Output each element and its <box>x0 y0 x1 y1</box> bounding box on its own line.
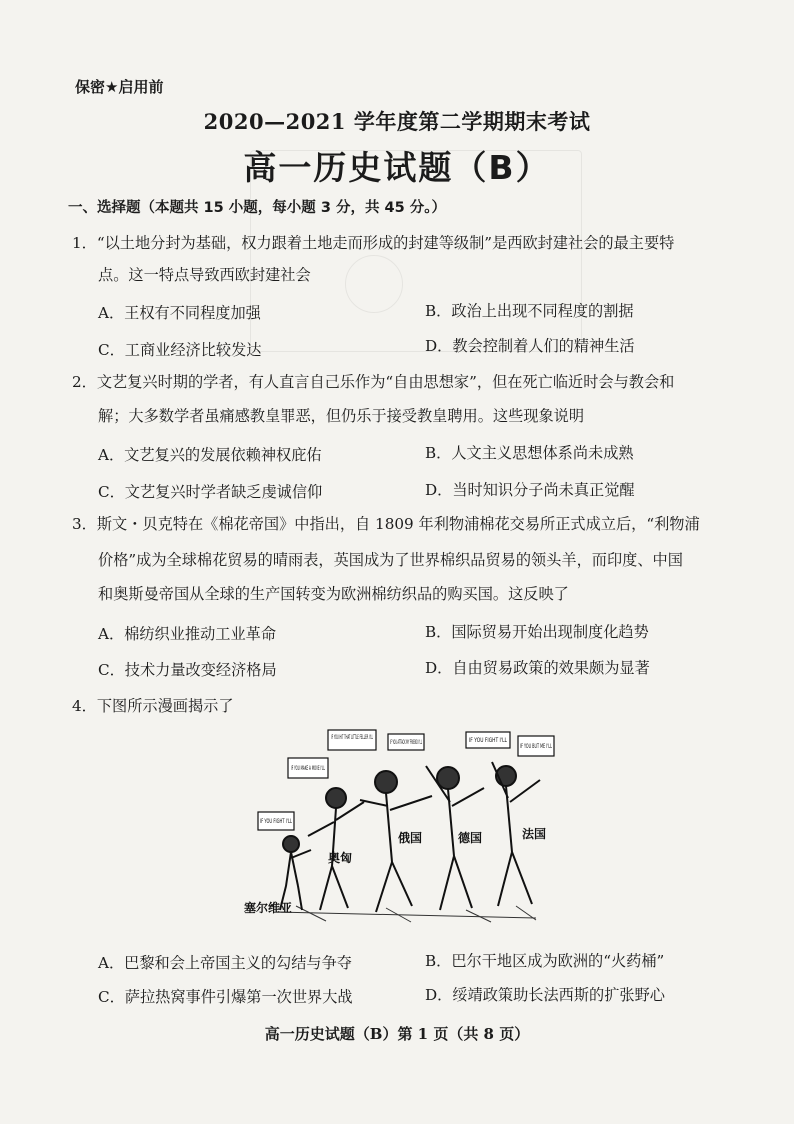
bubble-text-2: IF YOU ATTACK MY FRIEND I'LL <box>390 739 423 746</box>
q2-option-a: A．文艺复兴的发展依赖神权庇佑 <box>98 446 322 464</box>
q3-line-2: 价格”成为全球棉花贸易的晴雨表，英国成为了世界棉织品贸易的领头羊，而印度、中国 <box>98 551 683 569</box>
exam-year-title: 2020—2021 学年度第二学期期末考试 <box>203 109 591 134</box>
label-germany: 德国 <box>458 831 483 845</box>
q2-option-b: B．人文主义思想体系尚未成熟 <box>425 444 634 462</box>
q1-option-d: D．教会控制着人们的精神生活 <box>425 337 635 355</box>
q3-option-a: A．棉纺织业推动工业革命 <box>98 625 277 643</box>
q1-option-c: C．工商业经济比较发达 <box>98 341 262 359</box>
label-serbia: 塞尔维亚 <box>244 901 293 915</box>
q1-option-b: B．政治上出现不同程度的割据 <box>425 302 634 320</box>
q3-line-1: 3．斯文・贝克特在《棉花帝国》中指出，自 1809 年利物浦棉花交易所正式成立后，“利物浦 <box>72 515 700 533</box>
bubble-text-5: IF YOU BUT ME I'LL <box>520 743 553 750</box>
q2-line-1: 2．文艺复兴时期的学者，有人直言自己乐作为“自由思想家”，但在死亡临近时会与教会和 <box>72 373 675 391</box>
section-heading: 一、选择题（本题共 15 小题，每小题 3 分，共 45 分。） <box>68 200 446 216</box>
q3-option-d: D．自由贸易政策的效果颇为显著 <box>425 659 650 677</box>
label-russia: 俄国 <box>398 831 423 845</box>
political-cartoon <box>236 726 566 926</box>
bubble-text-3: IF YOU FIGHT I'LL <box>469 737 508 744</box>
q4-option-a: A．巴黎和会上帝国主义的勾结与争夺 <box>98 954 352 972</box>
bubble-text-1: IF YOU HIT THAT LITTLE FELLER I'LL <box>331 734 374 741</box>
q2-line-2: 解；大多数学者虽痛感教皇罪恶，但仍乐于接受教皇聘用。这些现象说明 <box>98 407 584 425</box>
label-france: 法国 <box>522 827 547 841</box>
q3-option-c: C．技术力量改变经济格局 <box>98 661 277 679</box>
q3-line-3: 和奥斯曼帝国从全球的生产国转变为欧洲棉纺织品的购买国。这反映了 <box>98 585 569 603</box>
confidential-label: 保密★启用前 <box>75 78 164 96</box>
label-austria-hungary: 奥匈 <box>328 851 353 865</box>
q4-option-b: B．巴尔干地区成为欧洲的“火药桶” <box>425 952 665 970</box>
bubble-text-4: IF YOU MAKE A MOVE I'LL <box>291 765 326 772</box>
exam-main-title: 高一历史试题（B） <box>243 148 551 187</box>
q2-option-c: C．文艺复兴时学者缺乏虔诚信仰 <box>98 483 323 501</box>
q4-line-1: 4．下图所示漫画揭示了 <box>72 697 234 715</box>
q1-line-2: 点。这一特点导致西欧封建社会 <box>98 266 311 284</box>
q1-line-1: 1．“以土地分封为基础，权力跟着土地走而形成的封建等级制”是西欧封建社会的最主要特 <box>72 234 675 252</box>
q3-option-b: B．国际贸易开始出现制度化趋势 <box>425 623 649 641</box>
faint-seal-artifact <box>345 255 403 313</box>
q2-option-d: D．当时知识分子尚未真正觉醒 <box>425 481 635 499</box>
q4-option-c: C．萨拉热窝事件引爆第一次世界大战 <box>98 988 353 1006</box>
q1-option-a: A．王权有不同程度加强 <box>98 304 261 322</box>
page-footer: 高一历史试题（B）第 1 页（共 8 页） <box>264 1025 530 1043</box>
q4-option-d: D．绥靖政策助长法西斯的扩张野心 <box>425 986 665 1004</box>
bubble-text-6: IF YOU FIGHT I'LL <box>260 818 293 825</box>
